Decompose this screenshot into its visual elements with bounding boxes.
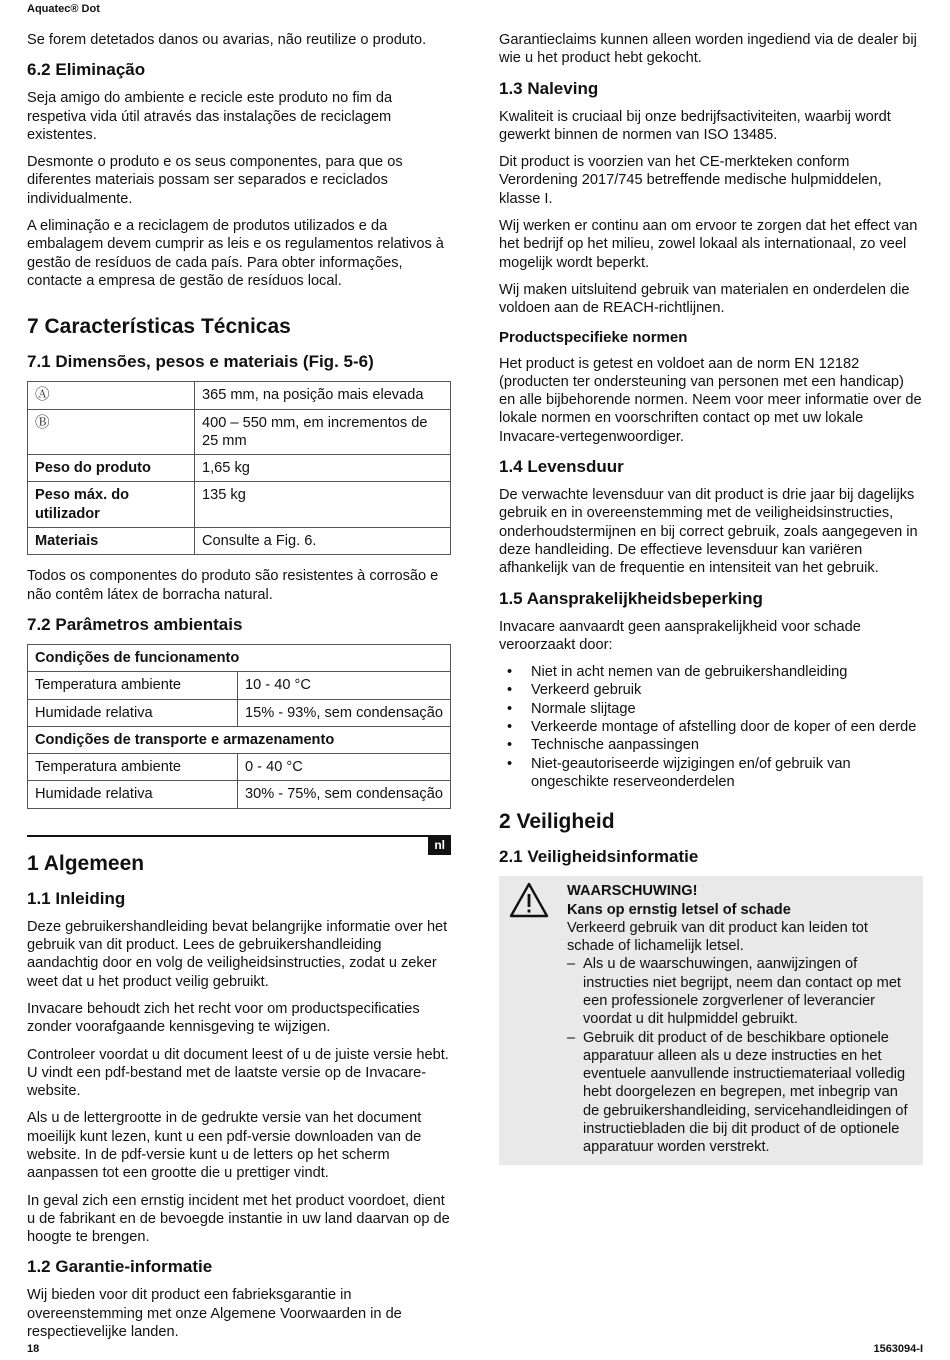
dimensions-table bbox=[27, 381, 451, 555]
table-group-title: Condições de transporte e armazenamento bbox=[28, 726, 451, 753]
paragraph: Todos os componentes do produto são resistentes à corrosão e não contêm látex de borracha natural. bbox=[27, 568, 439, 603]
environment-table bbox=[27, 644, 451, 809]
section-heading-1-3: 1.3 Naleving bbox=[499, 78, 599, 98]
section-heading-1-1: 1.1 Inleiding bbox=[27, 888, 126, 908]
table-cell: Materiais bbox=[28, 528, 195, 555]
language-badge: nl bbox=[428, 837, 451, 855]
paragraph: Het product is getest en voldoet aan de norm EN 12182 (producten ter ondersteuning van personen met een handicap) en alle bijbehorende normen. Neem voor meer informatie over de lokale normen en voorschriften contact op met uw lokale Invacare-vertegenwoordiger. bbox=[499, 355, 922, 445]
list-item: • Niet in acht nemen van de gebruikershandleiding bbox=[499, 663, 923, 681]
warning-triangle-icon bbox=[509, 882, 549, 918]
section-heading-7: 7 Características Técnicas bbox=[27, 315, 291, 339]
document-code: 1563094-I bbox=[873, 1343, 923, 1355]
section-heading-7-1: 7.1 Dimensões, pesos e materiais (Fig. 5-6) bbox=[27, 352, 374, 372]
table-row bbox=[28, 409, 451, 455]
paragraph: Seja amigo do ambiente e recicle este produto no fim da respetiva vida útil através das instalações de reciclagem existentes. bbox=[27, 90, 393, 143]
running-header: Aquatec® Dot bbox=[27, 3, 100, 15]
right-column bbox=[499, 31, 923, 1165]
table-cell: Temperatura ambiente bbox=[28, 672, 238, 699]
paragraph: A eliminação e a reciclagem de produtos utilizados e da embalagem devem cumprir as leis e os regulamentos relativos à gestão de resíduos de cada país. Para obter informações, contacte a empresa de gestão de resíduos local. bbox=[27, 218, 444, 289]
paragraph: Dit product is voorzien van het CE-merkteken conform Verordening 2017/745 betreffende medische hulpmiddelen, klasse I. bbox=[499, 154, 882, 207]
section-heading-2: 2 Veiligheid bbox=[499, 810, 615, 834]
intro-paragraph: Garantieclaims kunnen alleen worden ingediend via de dealer bij wie u het product hebt gekocht. bbox=[499, 32, 917, 67]
table-cell: Humidade relativa bbox=[28, 699, 238, 726]
table-cell: 135 kg bbox=[195, 482, 451, 528]
paragraph: Wij werken er continu aan om ervoor te zorgen dat het effect van het bedrijf op het milieu, zowel lokaal als internationaal, zo veel mogelijk wordt beperkt. bbox=[499, 218, 918, 271]
table-group-title: Condições de funcionamento bbox=[28, 644, 451, 671]
table-cell: Consulte a Fig. 6. bbox=[195, 528, 451, 555]
paragraph: De verwachte levensduur van dit product is drie jaar bij dagelijks gebruik en in overeenstemming met de veiligheidsinstructies, onderhoudstermijnen en bij correct gebruik, zoals aangegeven in deze handleiding. De effectieve levensduur kan variëren afhankelijk van de frequentie en intensiteit van het gebruik. bbox=[499, 487, 918, 577]
table-cell: Peso máx. do utilizador bbox=[28, 482, 195, 528]
table-row bbox=[28, 726, 451, 753]
paragraph: Invacare aanvaardt geen aansprakelijkheid voor schade veroorzaakt door: bbox=[499, 618, 861, 653]
left-column bbox=[27, 31, 451, 1350]
table-cell: 365 mm, na posição mais elevada bbox=[195, 382, 451, 409]
section-heading-2-1: 2.1 Veiligheidsinformatie bbox=[499, 847, 699, 867]
section-heading-1: 1 Algemeen bbox=[27, 851, 145, 875]
table-cell: 30% - 75%, sem condensação bbox=[238, 781, 451, 808]
list-item: – Gebruik dit product of de beschikbare optionele apparatuur alleen als u deze instructies en het eventuele aanvullende instructiemateriaal volledig hebt doorgelezen en begrepen, met inbegrip van de gebruikershandleiding, servicehandleidingen of instructiebladen die bij dit product of de optionele apparatuur worden verstrekt. bbox=[567, 1029, 909, 1157]
paragraph: Desmonte o produto e os seus componentes, para que os diferentes materiais possam ser separados e reciclados individualmente. bbox=[27, 154, 403, 207]
list-item: • Technische aanpassingen bbox=[499, 736, 923, 754]
list-item: • Niet-geautoriseerde wijzigingen en/of gebruik van ongeschikte reserveonderdelen bbox=[499, 755, 923, 792]
table-cell: 400 – 550 mm, em incrementos de 25 mm bbox=[195, 409, 451, 455]
paragraph: Als u de lettergrootte in de gedrukte versie van het document moeilijk kunt lezen, kunt u een pdf-versie downloaden van de website. In de pdf-versie kunt u de letters op het scherm aanpassen tot een grootte die u prettiger vindt. bbox=[27, 1110, 422, 1182]
table-cell: Temperatura ambiente bbox=[28, 754, 238, 781]
table-row bbox=[28, 455, 451, 482]
table-cell: 0 - 40 °C bbox=[238, 754, 451, 781]
table-row bbox=[28, 672, 451, 699]
paragraph: Kwaliteit is cruciaal bij onze bedrijfsactiviteiten, waarbij wordt gewerkt binnen de normen van ISO 13485. bbox=[499, 108, 891, 143]
paragraph: Wij maken uitsluitend gebruik van materialen en onderdelen die voldoen aan de REACH-richtlijnen. bbox=[499, 281, 910, 317]
paragraph: Wij bieden voor dit product een fabrieksgarantie in overeenstemming met onze Algemene Voorwaarden in de respectievelijke landen. bbox=[27, 1287, 402, 1341]
warning-subtitle: Kans op ernstig letsel of schade bbox=[567, 901, 791, 918]
table-row bbox=[28, 482, 451, 528]
table-cell: 1,65 kg bbox=[195, 455, 451, 482]
section-heading-6-2: 6.2 Eliminação bbox=[27, 60, 146, 80]
table-cell: Peso do produto bbox=[28, 455, 195, 482]
sub-heading: Productspecifieke normen bbox=[499, 328, 688, 346]
warning-title: WAARSCHUWING! bbox=[567, 883, 698, 900]
paragraph: Controleer voordat u dit document leest of u de juiste versie hebt. U vindt een pdf-bestand met de laatste versie op de Invacare-website. bbox=[27, 1046, 449, 1100]
list-item: • Verkeerde montage of afstelling door de koper of een derde bbox=[499, 718, 923, 736]
liability-list bbox=[499, 663, 923, 791]
table-cell: 10 - 40 °C bbox=[238, 672, 451, 699]
intro-paragraph: Se forem detetados danos ou avarias, não reutilize o produto. bbox=[27, 32, 427, 48]
list-item: • Verkeerd gebruik bbox=[499, 681, 923, 699]
table-row bbox=[28, 781, 451, 808]
paragraph: In geval zich een ernstig incident met het product voordoet, dient u de fabrikant en de bevoegde instantie in uw land daarvan op de hoogte te brengen. bbox=[27, 1192, 450, 1246]
table-row bbox=[28, 644, 451, 671]
list-item: – Als u de waarschuwingen, aanwijzingen of instructies niet begrijpt, neem dan contact op met een professionele zorgverlener of leverancier voordat u dit hulpmiddel gebruikt. bbox=[567, 955, 909, 1028]
paragraph: Invacare behoudt zich het recht voor om productspecificaties zonder voorafgaande kennisgeving te wijzigen. bbox=[27, 1000, 420, 1036]
table-cell: Ⓑ bbox=[28, 409, 195, 455]
table-row bbox=[28, 382, 451, 409]
warning-text: Verkeerd gebruik van dit product kan leiden tot schade of lichamelijk letsel. bbox=[567, 919, 868, 955]
table-row bbox=[28, 528, 451, 555]
section-heading-1-2: 1.2 Garantie-informatie bbox=[27, 1257, 213, 1277]
table-cell: Humidade relativa bbox=[28, 781, 238, 808]
section-heading-1-4: 1.4 Levensduur bbox=[499, 457, 624, 477]
section-heading-1-5: 1.5 Aansprakelijkheidsbeperking bbox=[499, 588, 763, 608]
warning-box bbox=[499, 876, 923, 1164]
section-heading-7-2: 7.2 Parâmetros ambientais bbox=[27, 614, 243, 634]
page-number: 18 bbox=[27, 1343, 40, 1355]
table-row bbox=[28, 699, 451, 726]
language-divider bbox=[27, 835, 451, 852]
table-row bbox=[28, 754, 451, 781]
paragraph: Deze gebruikershandleiding bevat belangrijke informatie over het gebruik van dit product. Lees de gebruikershandleiding aandachtig door en volg de veiligheidsinstructies, zodat u zeker weet dat u het product veilig gebruikt. bbox=[27, 918, 448, 990]
warning-list bbox=[567, 955, 909, 1156]
table-cell: Ⓐ bbox=[28, 382, 195, 409]
list-item: • Normale slijtage bbox=[499, 700, 923, 718]
table-cell: 15% - 93%, sem condensação bbox=[238, 699, 451, 726]
